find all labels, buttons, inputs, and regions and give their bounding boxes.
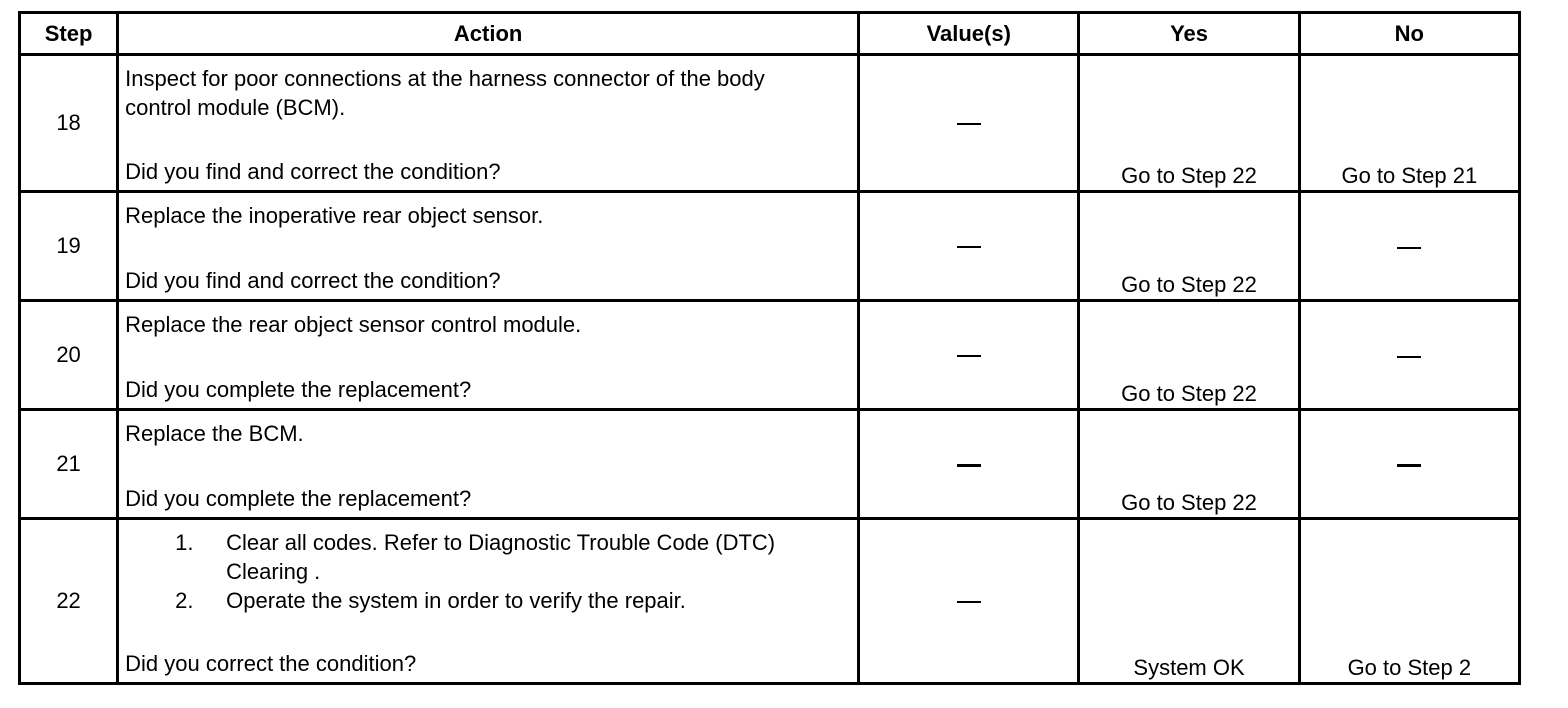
- value-cell: [859, 519, 1079, 684]
- yes-cell: Go to Step 22: [1079, 410, 1299, 519]
- table-row: [20, 410, 1520, 519]
- action-question: Did you correct the condition?: [125, 651, 417, 676]
- table-row: [20, 55, 1520, 192]
- action-cell: [118, 410, 859, 519]
- header-yes: Yes: [1079, 13, 1299, 55]
- action-question: Did you find and correct the condition?: [125, 159, 501, 184]
- table-row: [20, 301, 1520, 410]
- list-item: [125, 586, 775, 615]
- list-item-text: Clear all codes. Refer to Diagnostic Trouble Code (DTC) Clearing .: [226, 530, 776, 584]
- list-item: [125, 528, 775, 586]
- list-item-number: 1.: [175, 530, 194, 555]
- step-number: 20: [20, 301, 118, 410]
- step-number: 18: [20, 55, 118, 192]
- no-dash: [1397, 247, 1421, 249]
- step-number: 19: [20, 192, 118, 301]
- diagnostic-table: [18, 11, 1521, 685]
- no-cell: [1299, 410, 1519, 519]
- header-step: Step: [20, 13, 118, 55]
- yes-cell: System OK: [1079, 519, 1299, 684]
- no-cell: Go to Step 2: [1299, 519, 1519, 684]
- action-question: Did you complete the replacement?: [125, 486, 472, 511]
- yes-cell: Go to Step 22: [1079, 55, 1299, 192]
- value-dash: [957, 601, 981, 603]
- value-dash: [957, 246, 981, 248]
- value-cell: [859, 192, 1079, 301]
- action-question: Did you find and correct the condition?: [125, 268, 501, 293]
- action-cell: [118, 519, 859, 684]
- no-cell: [1299, 192, 1519, 301]
- table-row: [20, 519, 1520, 684]
- list-item-number: 2.: [175, 588, 194, 613]
- no-dash: [1397, 356, 1421, 358]
- action-text: Replace the inoperative rear object sensor.: [125, 203, 544, 228]
- no-cell: Go to Step 21: [1299, 55, 1519, 192]
- value-cell: [859, 410, 1079, 519]
- action-cell: [118, 301, 859, 410]
- header-row: [20, 13, 1520, 55]
- action-cell: [118, 192, 859, 301]
- header-values: Value(s): [859, 13, 1079, 55]
- no-dash: [1397, 464, 1421, 467]
- step-number: 22: [20, 519, 118, 684]
- action-cell: [118, 55, 859, 192]
- action-text: Replace the rear object sensor control module.: [125, 312, 582, 337]
- yes-cell: Go to Step 22: [1079, 192, 1299, 301]
- step-number: 21: [20, 410, 118, 519]
- no-cell: [1299, 301, 1519, 410]
- action-question: Did you complete the replacement?: [125, 377, 472, 402]
- value-dash: [957, 464, 981, 467]
- value-cell: [859, 301, 1079, 410]
- header-no: No: [1299, 13, 1519, 55]
- value-dash: [957, 355, 981, 357]
- table-row: [20, 192, 1520, 301]
- action-text: Replace the BCM.: [125, 421, 304, 446]
- action-step-list: [125, 528, 775, 615]
- value-cell: [859, 55, 1079, 192]
- list-item-text: Operate the system in order to verify the repair.: [226, 588, 686, 613]
- header-action: Action: [118, 13, 859, 55]
- action-text: Inspect for poor connections at the harness connector of the body control module (BCM).: [125, 66, 765, 120]
- yes-cell: Go to Step 22: [1079, 301, 1299, 410]
- value-dash: [957, 123, 981, 125]
